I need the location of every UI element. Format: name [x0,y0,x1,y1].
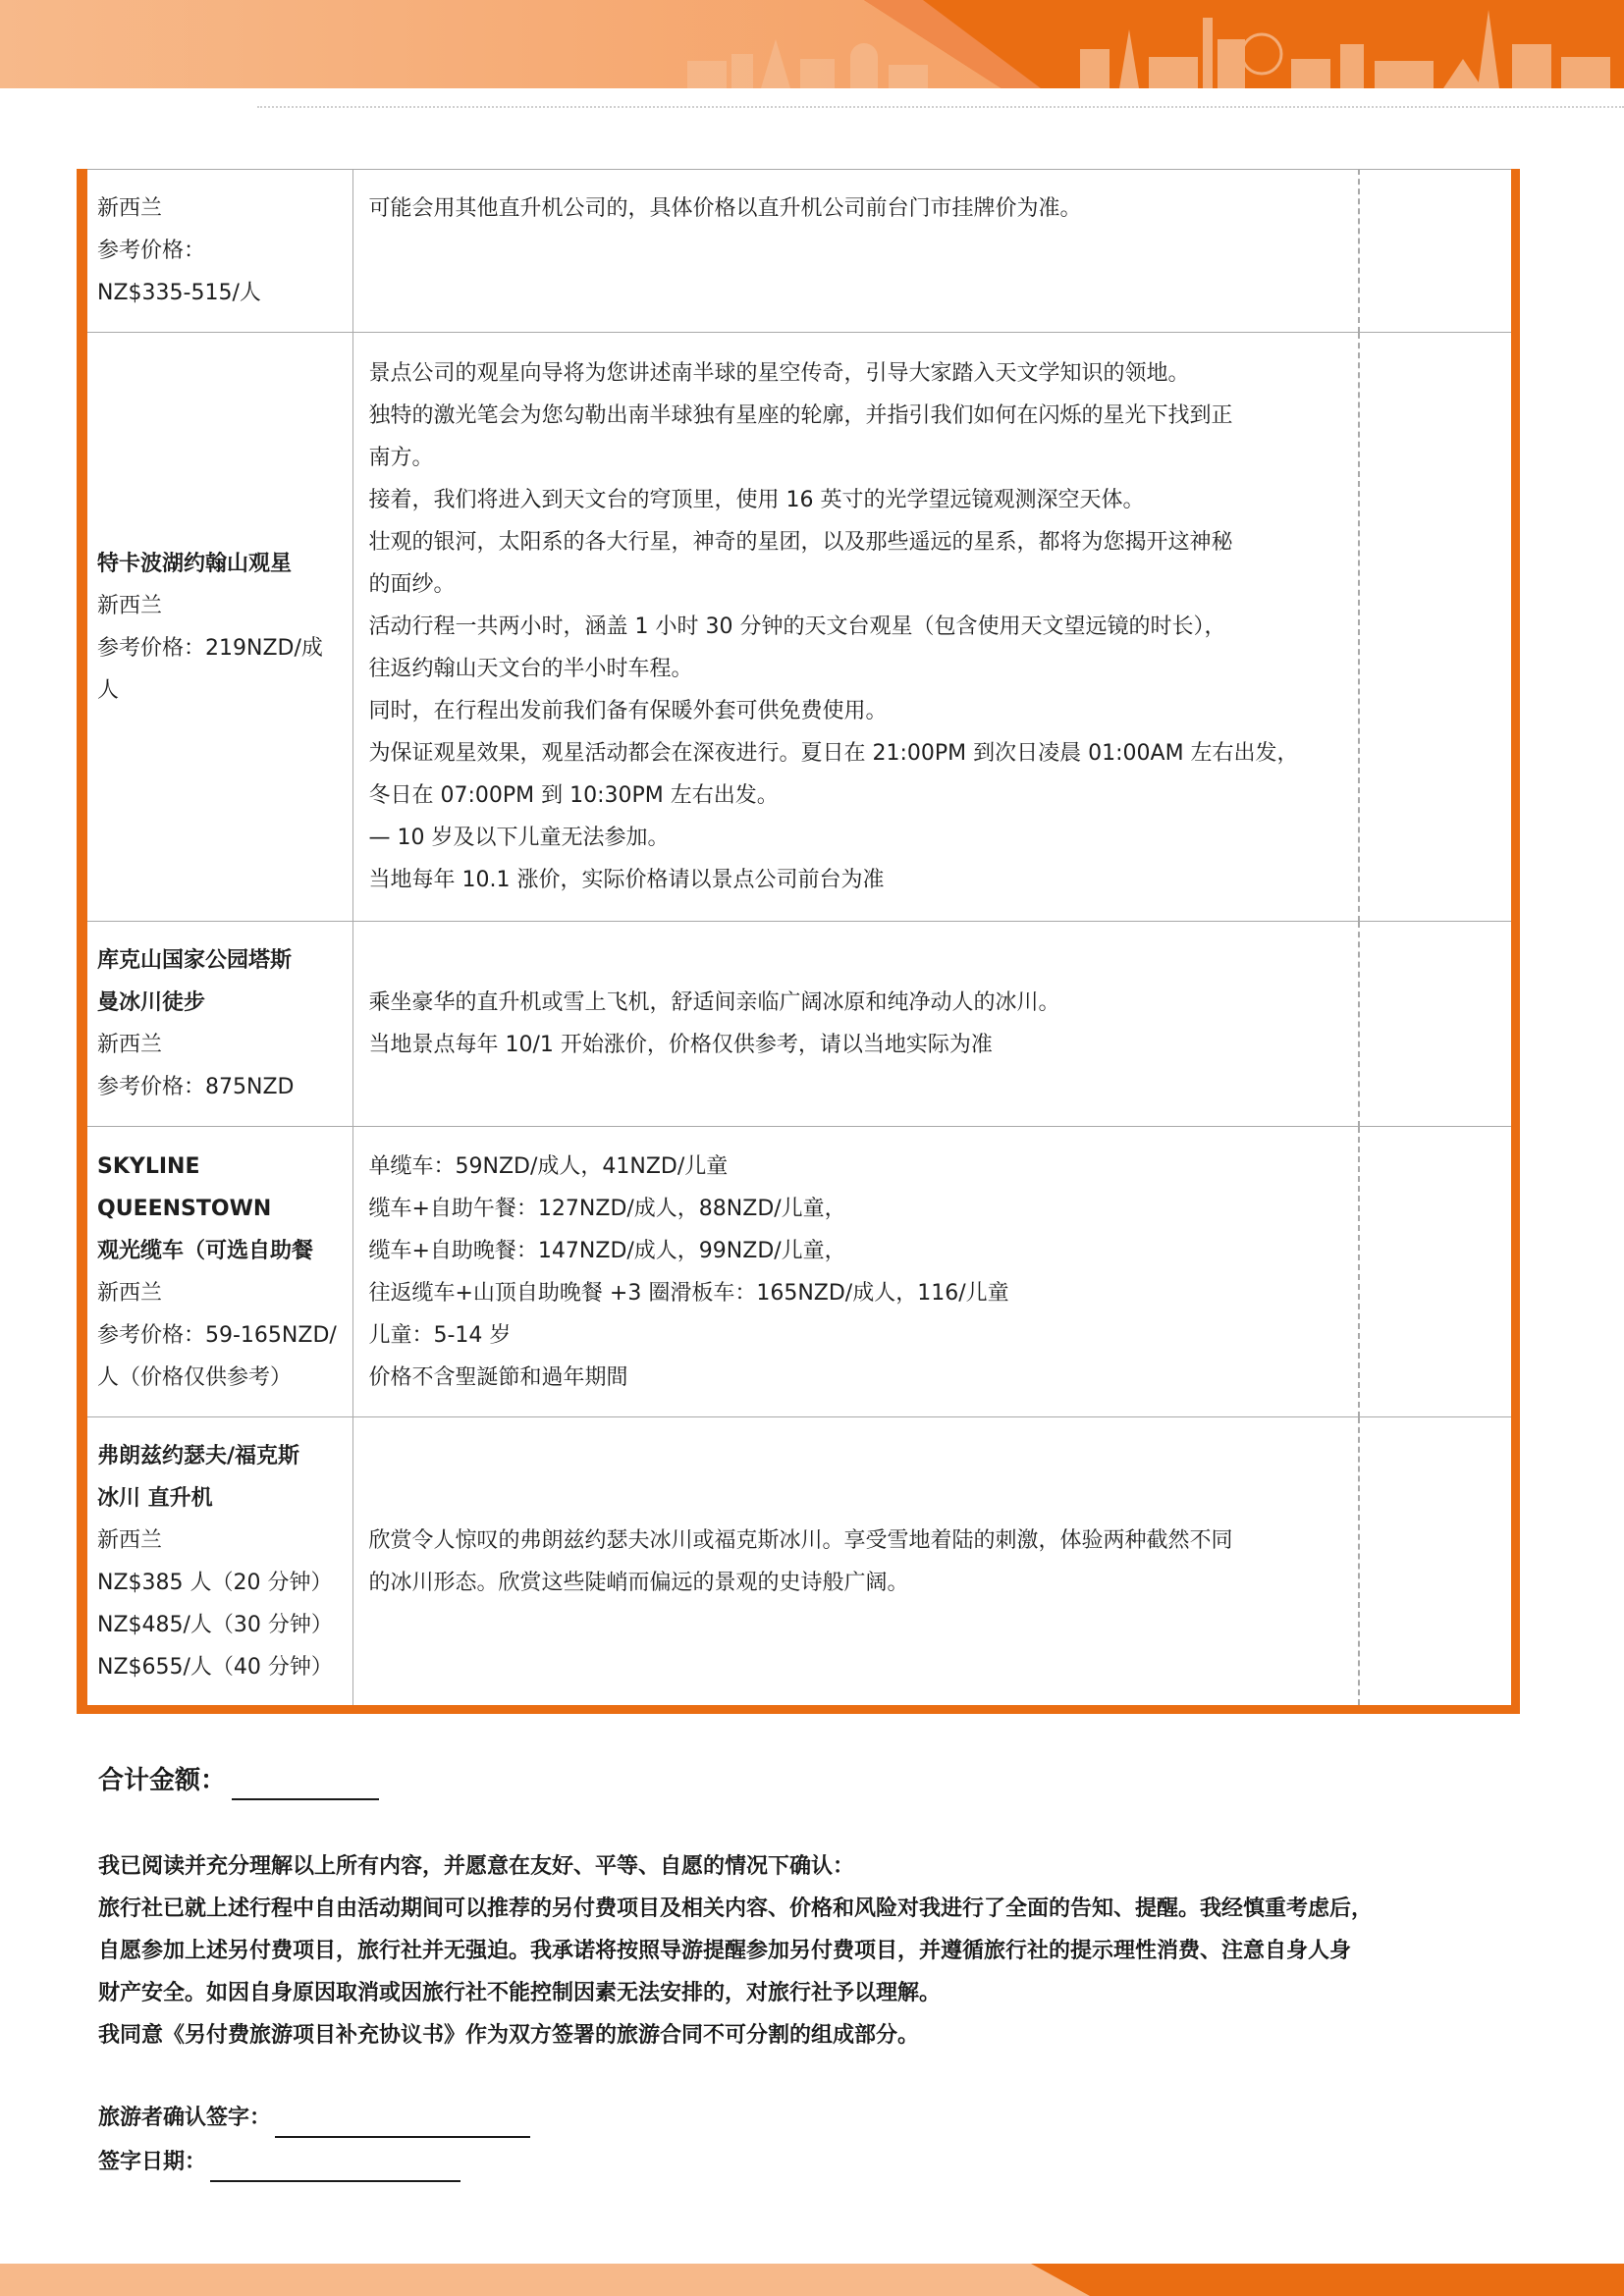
date-label: 签字日期： [98,2150,207,2174]
agreement-text [98,1845,1551,2056]
item-description-line: 壮观的银河，太阳系的各大行星，神奇的星团，以及那些遥远的星系，都将为您揭开这神秘 [368,530,1233,555]
item-description-line: 往返缆车+山顶自助晚餐 +3 圈滑板车：165NZD/成人，116/儿童 [368,1280,1009,1306]
item-price: 人（价格仅供参考） [97,1364,293,1390]
signature-label: 旅游者确认签字： [98,2106,272,2130]
total-amount-label: 合计金额： [98,1766,227,1795]
item-description-line: 价格不含聖誕節和過年期間 [368,1364,628,1390]
item-description-cell [352,1127,1359,1417]
item-title: 曼冰川徒步 [97,990,206,1015]
item-description-line: 当地每年 10.1 涨价，实际价格请以景点公司前台为准 [368,868,885,892]
item-note-cell [1359,333,1511,922]
item-price: NZ$335-515/人 [97,281,261,305]
item-price: 人 [97,677,120,703]
date-row [98,2143,460,2182]
item-title: SKYLINE QUEENSTOWN [97,1153,272,1221]
item-note-cell [1359,170,1511,333]
table-row [87,922,1511,1127]
item-description-line: 往返约翰山天文台的半小时车程。 [368,657,693,681]
signature-field[interactable] [275,2110,530,2138]
item-description-line: 南方。 [368,446,434,470]
item-title: 冰川 直升机 [97,1485,213,1511]
item-country: 新西兰 [97,1527,163,1553]
header-banner [0,0,1624,88]
item-name-cell [87,170,352,333]
item-description-cell [352,1417,1359,1706]
agreement-line: 自愿参加上述另付费项目，旅行社并无强迫。我承诺将按照导游提醒参加另付费项目，并遵循旅行社的提示理性消费、注意自身人身 [98,1939,1352,1963]
agreement-line: 我同意《另付费旅游项目补充协议书》作为双方签署的旅游合同不可分割的组成部分。 [98,2023,920,2048]
item-price: NZ$655/人（40 分钟） [97,1654,333,1680]
item-description-cell [352,333,1359,922]
item-description-line: 同时，在行程出发前我们备有保暖外套可供免费使用。 [368,699,888,723]
table-row [87,170,1511,333]
item-description-line: 的冰川形态。欣赏这些陡峭而偏远的景观的史诗般广阔。 [368,1570,909,1595]
item-description-line: 可能会用其他直升机公司的，具体价格以直升机公司前台门市挂牌价为准。 [368,196,1082,221]
item-description-line: 接着，我们将进入到天文台的穹顶里，使用 16 英寸的光学望远镜观测深空天体。 [368,488,1145,512]
item-price: 参考价格：59-165NZD/ [97,1322,337,1348]
item-country: 新西兰 [97,593,163,618]
item-note-cell [1359,1127,1511,1417]
items-table-frame [77,169,1520,1714]
item-price: NZ$385 人（20 分钟） [97,1570,333,1595]
item-description-line: 缆车+自助午餐：127NZD/成人，88NZD/儿童， [368,1196,846,1221]
footer-bar [0,2264,1624,2296]
item-title: 弗朗兹约瑟夫/福克斯 [97,1443,300,1468]
item-name-cell [87,1417,352,1706]
item-country: 新西兰 [97,1280,163,1306]
table-row [87,1127,1511,1417]
item-description-line: 单缆车：59NZD/成人，41NZD/儿童 [368,1153,729,1179]
agreement-line: 旅行社已就上述行程中自由活动期间可以推荐的另付费项目及相关内容、价格和风险对我进行了全面的告知、提醒。我经慎重考虑后， [98,1896,1374,1921]
item-title: 特卡波湖约翰山观星 [97,551,293,576]
table-row [87,333,1511,922]
item-description-line: 独特的激光笔会为您勾勒出南半球独有星座的轮廓，并指引我们如何在闪烁的星光下找到正 [368,403,1233,428]
agreement-line: 财产安全。如因自身原因取消或因旅行社不能控制因素无法安排的，对旅行社予以理解。 [98,1981,942,2005]
item-name-line: 新西兰 [97,196,163,221]
total-amount [98,1761,379,1800]
item-description-cell [352,922,1359,1127]
signature-row [98,2099,530,2138]
item-description-line: 活动行程一共两小时，涵盖 1 小时 30 分钟的天文台观星（包含使用天文望远镜的时长）， [368,614,1226,639]
item-price: 参考价格：875NZD [97,1075,295,1099]
paid-items-table [87,169,1511,1705]
item-note-cell [1359,1417,1511,1706]
item-title: 观光缆车（可选自助餐 [97,1238,314,1263]
item-name-cell [87,1127,352,1417]
item-description-line: 冬日在 07:00PM 到 10:30PM 左右出发。 [368,783,779,808]
item-description-line: 的面纱。 [368,572,456,597]
item-name-line: 参考价格： [97,239,206,263]
table-row [87,1417,1511,1706]
item-name-cell [87,333,352,922]
item-description-line: 乘坐豪华的直升机或雪上飞机，舒适间亲临广阔冰原和纯净动人的冰川。 [368,990,1060,1015]
item-description-line: 当地景点每年 10/1 开始涨价，价格仅供参考，请以当地实际为准 [368,1033,993,1057]
item-description-line: — 10 岁及以下儿童无法参加。 [368,826,670,850]
item-description-line: 景点公司的观星向导将为您讲述南半球的星空传奇，引导大家踏入天文学知识的领地。 [368,361,1190,386]
date-field[interactable] [210,2155,460,2182]
item-country: 新西兰 [97,1033,163,1057]
item-name-cell [87,922,352,1127]
item-title: 库克山国家公园塔斯 [97,948,293,973]
item-description-line: 为保证观星效果，观星活动都会在深夜进行。夏日在 21:00PM 到次日凌晨 01:00AM 左右出发， [368,741,1299,766]
item-price: NZ$485/人（30 分钟） [97,1612,333,1637]
item-note-cell [1359,922,1511,1127]
item-description-line: 欣赏令人惊叹的弗朗兹约瑟夫冰川或福克斯冰川。享受雪地着陆的刺激，体验两种截然不同 [368,1527,1233,1553]
item-description-line: 儿童：5-14 岁 [368,1322,512,1348]
total-amount-field[interactable] [232,1771,379,1800]
item-description-line: 缆车+自助晚餐：147NZD/成人，99NZD/儿童， [368,1238,846,1263]
item-description-cell [352,170,1359,333]
header-divider [257,106,1624,108]
item-price: 参考价格：219NZD/成 [97,635,323,661]
agreement-line: 我已阅读并充分理解以上所有内容，并愿意在友好、平等、自愿的情况下确认： [98,1854,855,1879]
